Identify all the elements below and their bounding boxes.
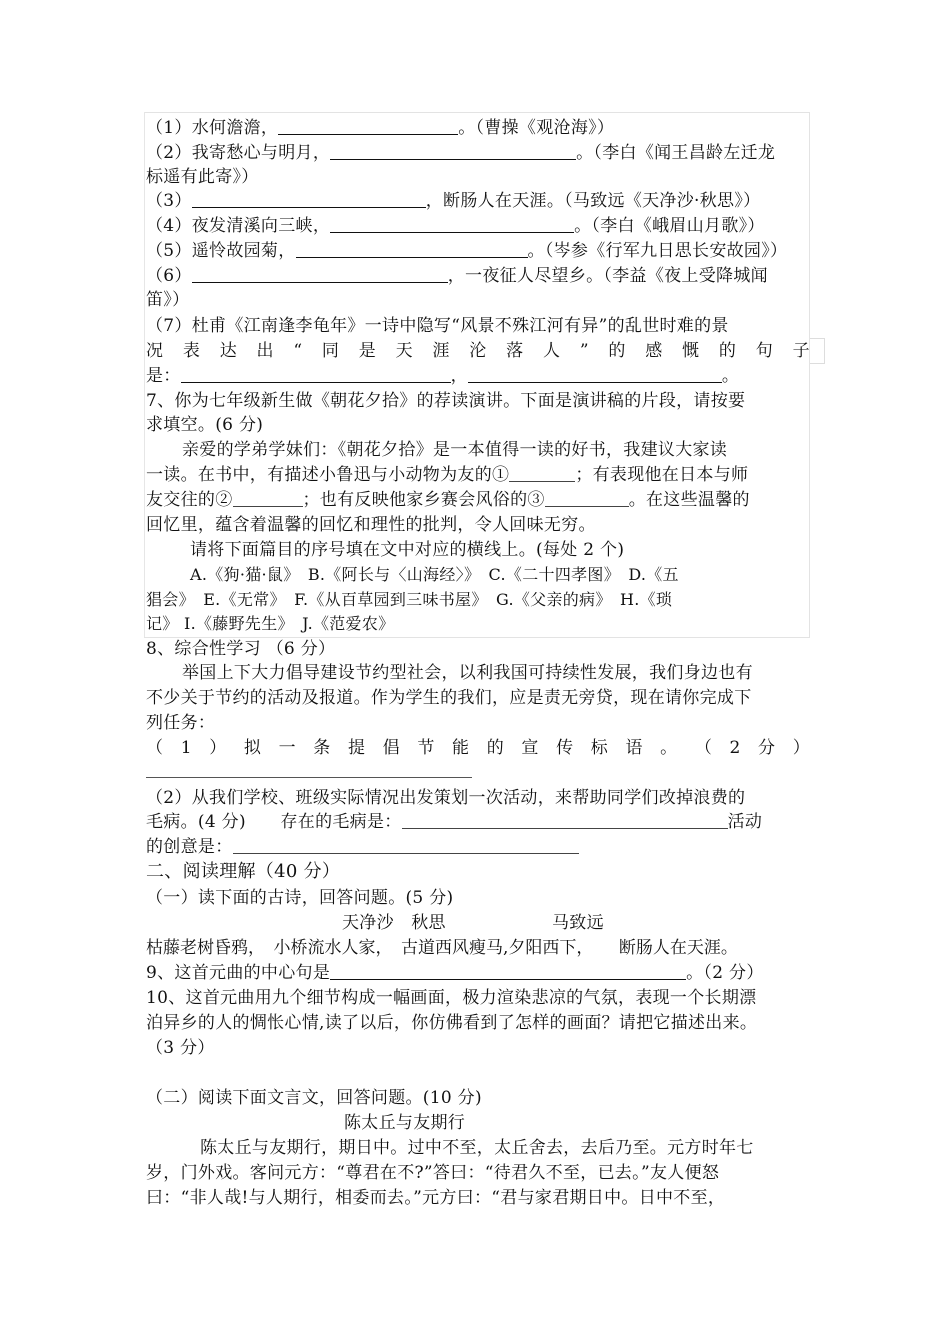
q8-t2-blank-1[interactable] [402,812,728,829]
q6-7-justified-char: 表 [182,341,201,361]
q6-7-prompt: 是： [146,366,181,386]
q6-3-blank[interactable] [192,191,426,208]
q6-6-blank[interactable] [192,266,448,283]
q6-3-source: ，断肠人在天涯。（马致远《天净沙·秋思》） [425,191,761,211]
q8-task-1-char: ） [792,738,810,758]
q8-task-1-char: 传 [556,738,574,758]
side-marker-box [810,338,825,364]
q7-para-1: 亲爱的学弟学妹们：《朝花夕拾》是一本值得一读的好书，我建议大家读 [182,440,728,460]
q6-5-blank[interactable] [296,241,528,258]
q6-7-justified-char: 落 [506,341,524,361]
q6-7-justified-char: 感 [645,341,663,361]
q6-7-justified-char: ” [579,341,589,361]
q7-line-2: 求填空。(6 分) [146,415,264,435]
section-2-title: 二、阅读理解（40 分） [146,861,341,882]
q10-line-1: 10、这首元曲用九个细节构成一幅画面，极力渲染悲凉的气氛，表现一个长期漂 [146,988,757,1008]
q8-t2-prompt-2: 的创意是： [146,837,233,857]
q6-7-justified-char: 出 [256,341,274,361]
q8-title: 8、综合性学习 （6 分） [146,639,336,659]
q6-line-3 [146,189,810,213]
q8-task-1-char: ） [209,738,227,758]
q6-7-sep: ， [450,366,468,386]
q6-7-justified-char: 句 [755,341,774,361]
q8-task-1-char: （ [694,738,713,758]
q7-p3-tail: 。在这些温馨的 [628,490,750,510]
q6-line-7a: （7）杜甫《江南逢李龟年》一诗中隐写“风景不殊江河有异”的乱世时难的景 [146,316,729,336]
q7-blank-3[interactable] [545,490,629,507]
q6-7-end: 。 [721,366,740,386]
q6-1-blank[interactable] [278,118,458,135]
q6-1-source: 。（曹操《观沧海》） [458,118,615,138]
q7-blank-1[interactable] [509,465,575,482]
q8-task-1-char: （ [146,738,164,758]
q8-task-1-char: 拟 [243,738,262,758]
q7-instruction: 请将下面篇目的序号填在文中对应的横线上。(每处 2 个) [190,540,625,560]
q6-line-2 [146,141,810,165]
q6-4-source: 。（李白《峨眉山月歌》） [574,216,765,236]
wenyan-line-3: 曰：“非人哉!与人期行，相委而去。”元方曰：“君与家君期日中。日中不至， [146,1188,726,1208]
q8-task-1-char: 1 [180,738,192,758]
q6-7-justified-char: 况 [146,341,164,361]
q6-2-prompt: （2）我寄愁心与明月， [146,143,331,163]
poem-title: 天净沙 秋思 [342,913,446,933]
q8-para-2: 不少关于节约的活动及报道。作为学生的我们，应是责无旁贷，现在请你完成下 [146,688,752,708]
q6-7-justified-char: 的 [608,341,626,361]
q8-task-2c [146,835,810,859]
q8-task-2a: （2）从我们学校、班级实际情况出发策划一次活动，来帮助同学们改掉浪费的 [146,788,746,808]
q7-options-1: A.《狗·猫·鼠》 B.《阿长与〈山海经〉》 C.《二十四孝图》 D.《五 [190,565,679,584]
q6-line-6b: 笛》） [146,290,190,310]
subsection-2-title: （二）阅读下面文言文，回答问题。(10 分) [146,1088,482,1108]
q6-7-justified-char: 天 [395,341,413,361]
q6-1-prompt: （1）水何澹澹， [146,118,279,138]
q8-task-1-char: 的 [486,738,504,758]
q8-task-1-char: 条 [313,738,331,758]
q8-task-2b [146,810,810,834]
q7-p3-mid: ；也有反映他家乡赛会风俗的③ [302,490,545,510]
q7-line-1: 7、你为七年级新生做《朝花夕拾》的荐读演讲。下面是演讲稿的片段，请按要 [146,391,746,411]
q6-7-justified-char: 是 [358,341,377,361]
q8-task-1 [146,736,810,760]
q9-line [146,961,810,985]
q7-blank-2[interactable] [233,490,303,507]
frame-top-border [144,112,810,113]
q8-para-1: 举国上下大力倡导建设节约型社会，以利我国可持续性发展，我们身边也有 [182,663,753,683]
q6-line-1 [146,116,810,140]
q6-6-source: ，一夜征人尽望乡。（李益《夜上受降城闻 [447,266,768,286]
q8-task-1-answer-line[interactable] [146,777,472,778]
q6-7-justified-char: 的 [718,341,737,361]
q6-line-5 [146,239,810,263]
q6-4-prompt: （4）夜发清溪向三峡， [146,216,331,236]
q6-7-blank-2[interactable] [468,366,722,383]
poem-author: 马致远 [552,913,604,933]
q7-p3-text: 友交往的② [146,490,233,510]
q7-p2-text: 一读。在书中，有描述小鲁迅与小动物为友的① [146,465,510,485]
q7-p2-tail: ；有表现他在日本与师 [575,465,749,485]
q8-task-1-char: 标 [590,738,609,758]
q8-task-1-char: 倡 [382,738,400,758]
q6-7-justified-char: 达 [219,341,237,361]
q6-5-prompt: （5）遥怜故园菊， [146,241,296,261]
q8-t2-tail: 活动 [727,812,763,832]
q8-para-3: 列任务： [146,713,216,733]
q6-7-justified-char: 人 [542,341,561,361]
q6-7-blank-1[interactable] [181,366,451,383]
q9-prompt: 9、这首元曲的中心句是 [146,963,331,983]
q6-line-7b [146,339,810,363]
q8-task-1-char: 能 [452,738,470,758]
q6-7-justified-char: 涯 [432,341,450,361]
q6-2-source: 。（李白《闻王昌龄左迁龙 [576,143,776,163]
q8-task-1-char: 节 [417,738,435,758]
q8-task-1-char: 语 [625,738,643,758]
q8-task-1-char: 2 [729,738,741,758]
q6-7-justified-char: 子 [792,341,810,361]
q6-line-7c [146,364,810,388]
subsection-1-title: （一）读下面的古诗，回答问题。(5 分) [146,888,454,908]
q7-options-2: 猖会》 E.《无常》 F.《从百草园到三味书屋》 G.《父亲的病》 H.《琐 [146,590,673,609]
q6-3-prompt: （3） [146,191,192,211]
q7-para-2 [146,463,810,487]
q8-task-1-char: 。 [660,738,678,758]
q6-5-source: 。（岑参《行军九日思长安故园》） [527,241,788,261]
q6-4-blank[interactable] [330,216,574,233]
q8-task-1-char: 分 [758,738,776,758]
q7-options-3: 记》 I.《藤野先生》 J.《范爱农》 [146,614,395,633]
wenyan-line-2: 岁，门外戏。客问元方：“尊君在不?”答曰：“待君久不至，已去。”友人便怒 [146,1163,720,1183]
frame-left-border [144,112,145,638]
q6-6-prompt: （6） [146,266,192,286]
q8-task-1-char: 宣 [521,738,539,758]
q8-task-1-char: 提 [347,738,366,758]
wenyan-title: 陈太丘与友期行 [344,1113,466,1133]
q9-points: 。（2 分） [686,963,764,983]
q6-7-justified-char: 同 [321,341,340,361]
q7-para-4: 回忆里，蕴含着温馨的回忆和理性的批判，令人回味无穷。 [146,515,596,535]
q6-2-blank[interactable] [330,143,576,160]
poem-text: 枯藤老树昏鸦， 小桥流水人家， 古道西风瘦马,夕阳西下， 断肠人在天涯。 [146,938,738,958]
q6-7-justified-char: “ [293,341,303,361]
q6-line-6 [146,264,810,288]
q9-blank[interactable] [330,963,686,980]
q10-line-2: 泊异乡的人的惆怅心情,读了以后，你仿佛看到了怎样的画面？请把它描述出来。 [146,1013,758,1033]
q8-task-1-char: 一 [278,738,296,758]
wenyan-line-1: 陈太丘与友期行，期日中。过中不至，太丘舍去，去后乃至。元方时年七 [200,1138,754,1158]
q6-7-justified-char: 慨 [682,341,700,361]
q10-line-3: （3 分） [146,1038,215,1058]
q6-7-justified-char: 沦 [469,341,487,361]
q8-t2-prompt: 毛病。(4 分) 存在的毛病是： [146,812,402,832]
q6-line-4 [146,214,810,238]
q7-para-3 [146,488,810,512]
q6-line-2b: 标遥有此寄》） [146,167,259,187]
q8-t2-blank-2[interactable] [233,837,579,854]
